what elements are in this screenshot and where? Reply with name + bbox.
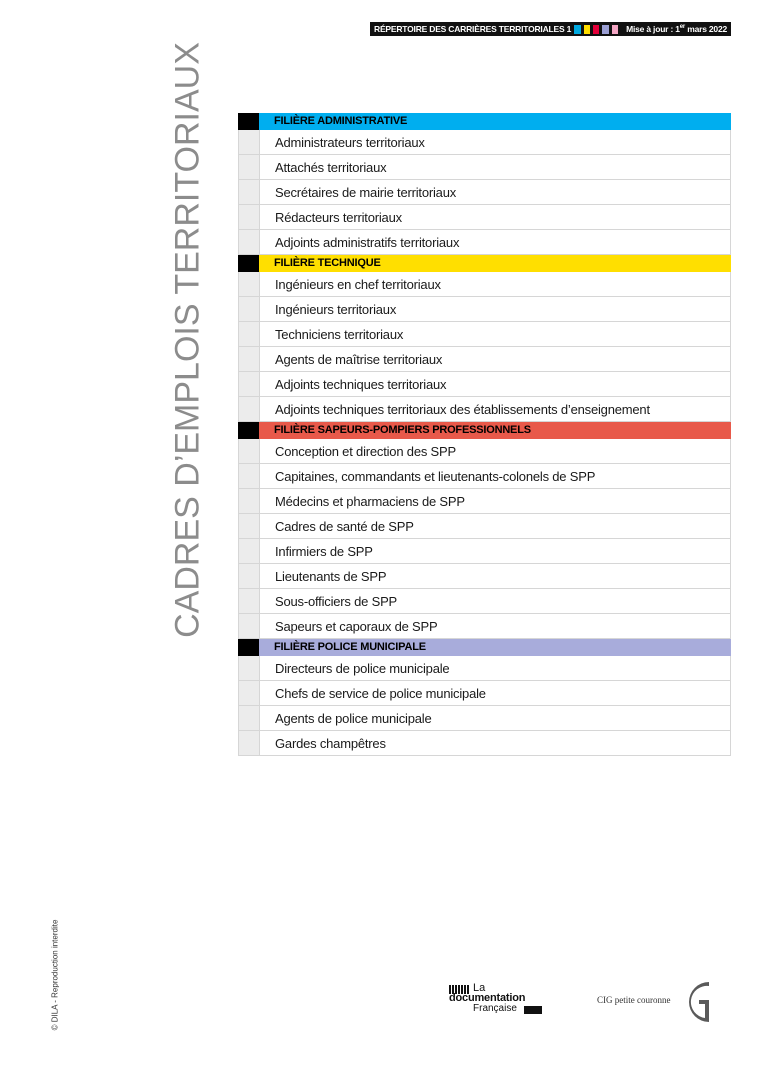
swatch-blue [574,25,580,34]
cadre-name: Rédacteurs territoriaux [259,205,731,229]
section-label: FILIÈRE ADMINISTRATIVE [259,113,731,130]
table-row [238,614,731,639]
table-row [238,297,731,322]
cadre-name: Infirmiers de SPP [259,539,731,563]
table-row [238,372,731,397]
table-row [238,731,731,756]
row-gutter [238,589,259,613]
table-row [238,564,731,589]
cadre-name: Conception et direction des SPP [259,439,731,463]
row-gutter [238,681,259,705]
swatch-red [593,25,599,34]
cadre-name: Techniciens territoriaux [259,322,731,346]
table-row [238,230,731,255]
row-gutter [238,614,259,638]
cadre-name: Adjoints administratifs territoriaux [259,230,731,254]
table-row [238,681,731,706]
cadre-name: Gardes champêtres [259,731,731,755]
swatch-violet [602,25,608,34]
section-header [238,422,731,439]
cadre-name: Ingénieurs en chef territoriaux [259,272,731,296]
table-row [238,464,731,489]
row-gutter [238,180,259,204]
cadre-name: Ingénieurs territoriaux [259,297,731,321]
row-gutter [238,706,259,730]
page-title: CADRES D’EMPLOIS TERRITORIAUX [168,42,207,638]
section-label: FILIÈRE TECHNIQUE [259,255,731,272]
section-header [238,113,731,130]
row-gutter [238,397,259,421]
row-gutter [238,205,259,229]
row-gutter [238,489,259,513]
table-row [238,347,731,372]
cadre-name: Administrateurs territoriaux [259,130,731,154]
table-row [238,397,731,422]
cadre-name: Sapeurs et caporaux de SPP [259,614,731,638]
table-row [238,130,731,155]
section-label: FILIÈRE POLICE MUNICIPALE [259,639,731,656]
row-gutter [238,464,259,488]
row-gutter [238,564,259,588]
row-gutter [238,155,259,179]
section-header [238,639,731,656]
cadre-name: Chefs de service de police municipale [259,681,731,705]
table-row [238,180,731,205]
table-row [238,539,731,564]
cadre-name: Adjoints techniques territoriaux des établissements d’enseignement [259,397,731,421]
cadre-name: Médecins et pharmaciens de SPP [259,489,731,513]
swatch-yellow [584,25,590,34]
header-title: RÉPERTOIRE DES CARRIÈRES TERRITORIALES 1 [374,24,572,34]
row-gutter [238,731,259,755]
cadres-table [238,113,731,756]
section-label: FILIÈRE SAPEURS-POMPIERS PROFESSIONNELS [259,422,731,439]
row-gutter [238,322,259,346]
cadre-name: Agents de maîtrise territoriaux [259,347,731,371]
row-gutter [238,130,259,154]
copyright: © DILA - Reproduction interdite [50,919,60,1031]
table-row [238,489,731,514]
section-marker [238,113,259,130]
cig-logo-icon [679,978,723,1026]
row-gutter [238,347,259,371]
table-row [238,706,731,731]
table-row [238,514,731,539]
table-row [238,322,731,347]
header-bar [370,22,731,36]
la-documentation-francaise-logo: La documentation Française [449,983,545,1017]
cig-label: CIG petite couronne [597,995,671,1005]
table-row [238,205,731,230]
update-date: Mise à jour : 1er mars 2022 [626,24,728,34]
swatch-pink [612,25,618,34]
table-row [238,272,731,297]
table-row [238,439,731,464]
cadre-name: Cadres de santé de SPP [259,514,731,538]
row-gutter [238,439,259,463]
row-gutter [238,514,259,538]
cadre-name: Sous-officiers de SPP [259,589,731,613]
cadre-name: Secrétaires de mairie territoriaux [259,180,731,204]
section-marker [238,639,259,656]
section-marker [238,255,259,272]
row-gutter [238,297,259,321]
row-gutter [238,372,259,396]
cadre-name: Lieutenants de SPP [259,564,731,588]
table-row [238,589,731,614]
row-gutter [238,230,259,254]
section-header [238,255,731,272]
cadre-name: Capitaines, commandants et lieutenants-colonels de SPP [259,464,731,488]
row-gutter [238,539,259,563]
table-row [238,656,731,681]
table-row [238,155,731,180]
row-gutter [238,272,259,296]
cadre-name: Directeurs de police municipale [259,656,731,680]
cadre-name: Agents de police municipale [259,706,731,730]
section-marker [238,422,259,439]
cadre-name: Attachés territoriaux [259,155,731,179]
cadre-name: Adjoints techniques territoriaux [259,372,731,396]
row-gutter [238,656,259,680]
